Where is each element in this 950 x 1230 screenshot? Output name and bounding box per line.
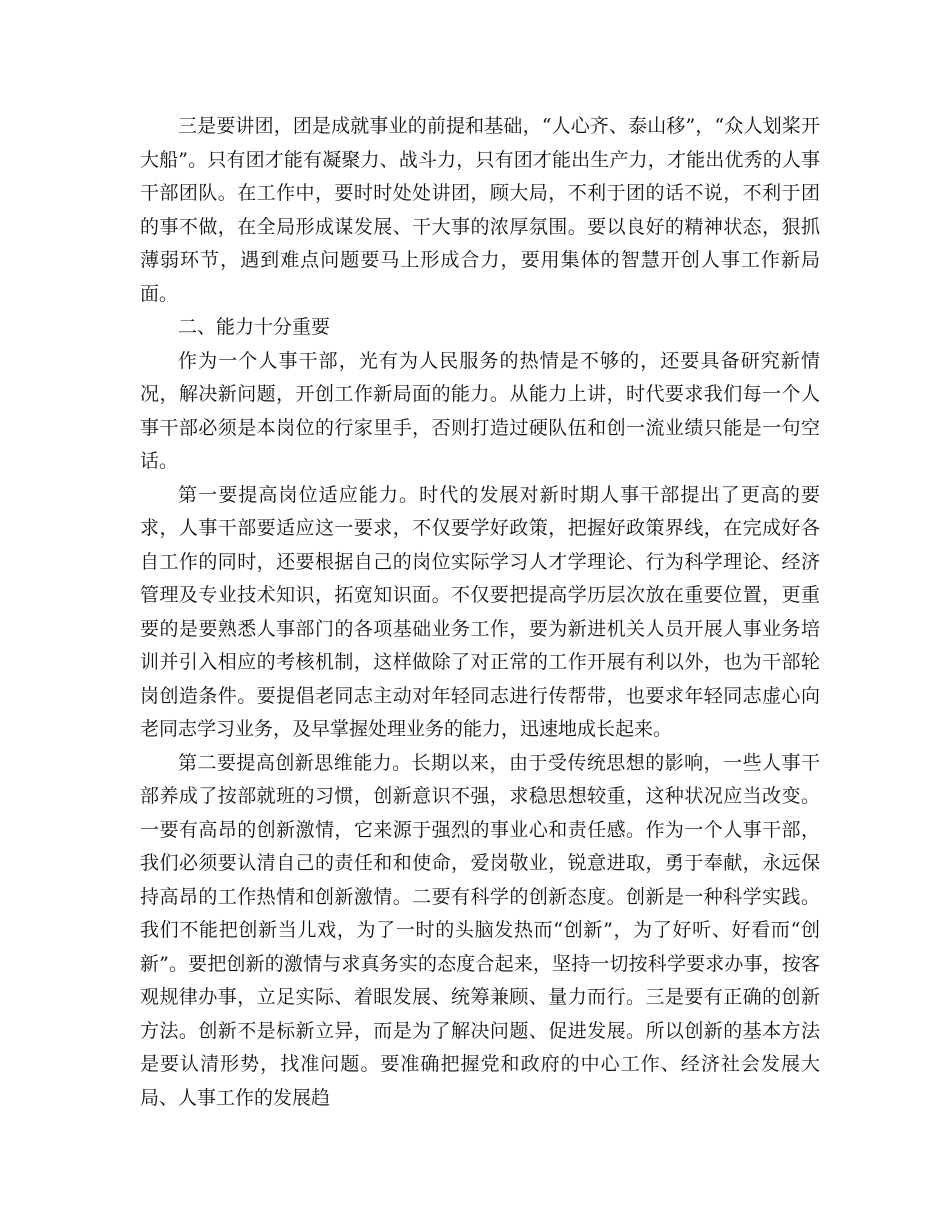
section-heading-ability: 二、能力十分重要 — [178, 316, 331, 338]
paragraph-ability-intro: 作为一个人事干部，光有为人民服务的热情是不够的，还要具备研究新情况，解决新问题，开创工作新局面的能力。从能力上讲，时代要求我们每一个人事干部必须是本岗位的行家里手，否则打造过硬队伍和创一流业绩只能是一句空话。 — [140, 349, 820, 472]
document-body — [140, 110, 820, 1115]
paragraph-unity: 三是要讲团，团是成就事业的前提和基础，“人心齐、泰山移”，“众人划桨开大船”。只有团才能有凝聚力、战斗力，只有团才能出生产力，才能出优秀的人事干部团队。在工作中，要时时处处讲团，顾大局，不利于团的话不说，不利于团的事不做，在全局形成谋发展、干大事的浓厚氛围。要以良好的精神状态，狠抓薄弱环节，遇到难点问题要马上形成合力，要用集体的智慧开创人事工作新局面。 — [140, 115, 820, 305]
paragraph-innovative-thinking: 第二要提高创新思维能力。长期以来，由于受传统思想的影响，一些人事干部养成了按部就班的习惯，创新意识不强，求稳思想较重，这种状况应当改变。一要有高昂的创新激情，它来源于强烈的事业心和责任感。作为一个人事干部，我们必须要认清自己的责任和和使命，爱岗敬业，锐意进取，勇于奉献，永远保持高昂的工作热情和创新激情。二要有科学的创新态度。创新是一种科学实践。我们不能把创新当儿戏，为了一时的头脑发热而“创新”，为了好听、好看而“创新”。要把创新的激情与求真务实的态度合起来，坚持一切按科学要求办事，按客观规律办事，立足实际、着眼发展、统筹兼顾、量力而行。三是要有正确的创新方法。创新不是标新立异，而是为了解决问题、促进发展。所以创新的基本方法是要认清形势，找准问题。要准确把握党和政府的中心工作、经济社会发展大局、人事工作的发展趋 — [140, 751, 820, 1109]
paragraph-job-adaptability: 第一要提高岗位适应能力。时代的发展对新时期人事干部提出了更高的要求，人事干部要适应这一要求，不仅要学好政策，把握好政策界线，在完成好各自工作的同时，还要根据自己的岗位实际学习人才学理论、行为科学理论、经济管理及专业技术知识，拓宽知识面。不仅要把提高学历层次放在重要位置，更重要的是要熟悉人事部门的各项基础业务工作，要为新进机关人员开展人事业务培训并引入相应的考核机制，这样做除了对正常的工作开展有利以外，也为干部轮岗创造条件。要提倡老同志主动对年轻同志进行传帮带，也要求年轻同志虚心向老同志学习业务，及早掌握处理业务的能力，迅速地成长起来。 — [140, 483, 820, 740]
